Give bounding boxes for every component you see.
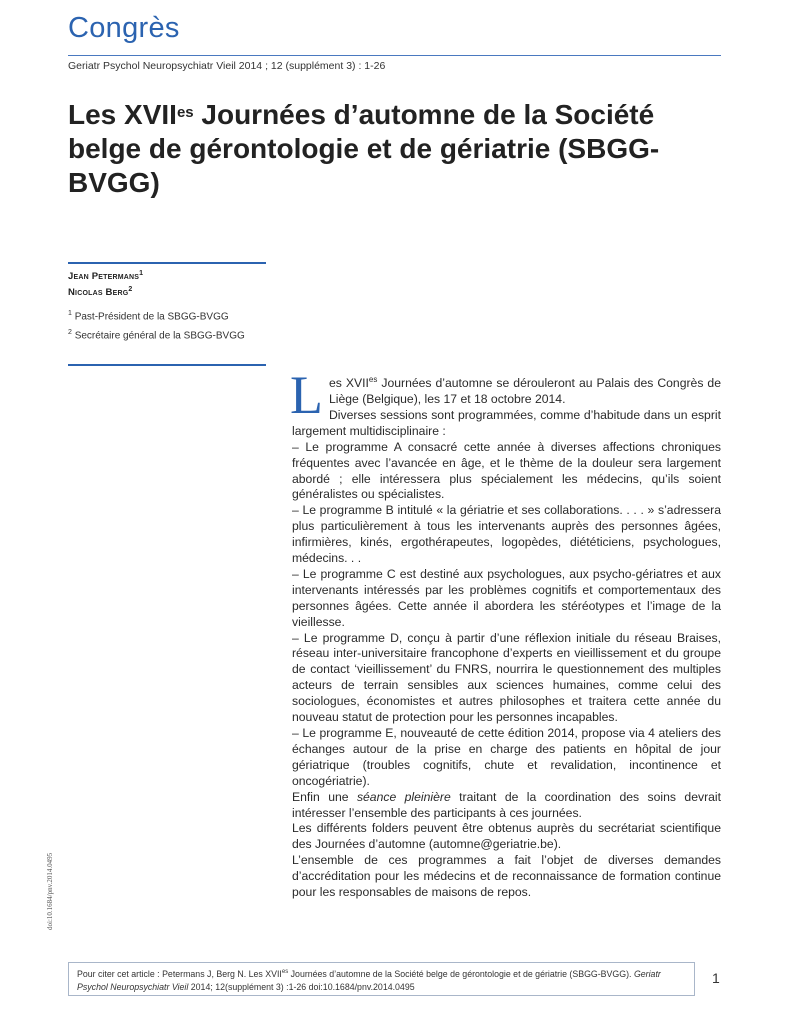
drop-cap: L — [290, 365, 323, 425]
affiliation-mark: 1 — [68, 310, 72, 317]
author-name: Nicolas Berg — [68, 287, 129, 299]
intro-text-b: Journées d’automne se dérouleront au Palais des Congrès de Liège (Belgique), les 17 et 18 octobre 2014. — [329, 376, 721, 406]
side-doi: doi:10.1684/pnv.2014.0495 — [46, 852, 54, 930]
author-2 — [68, 283, 143, 299]
affiliations — [68, 306, 245, 345]
article-title — [68, 98, 728, 200]
author-1 — [68, 267, 143, 283]
title-part-2: Journées d’automne de la Société belge de gérontologie et de gériatrie (SBGG-BVGG) — [68, 99, 660, 198]
affiliation-mark: 2 — [68, 329, 72, 337]
affiliation-2 — [68, 325, 245, 344]
citation-box — [68, 962, 695, 996]
affiliation-text: Past-Président de la SBGG-BVGG — [74, 311, 229, 323]
header-rule — [68, 55, 721, 56]
paragraph: – Le programme E, nouveauté de cette édition 2014, propose via 4 ateliers des échanges autour de la prise en charge des patients en hôpital de jour gériatrique (troubles cognitifs, chute et revalidation, incontinence et oncogériatrie). — [292, 726, 721, 788]
paragraph: Les différents folders peuvent être obtenus auprès du secrétariat scientifique des Journées d’automne (automne@geriatrie.be). — [292, 821, 721, 852]
author-mark: 2 — [128, 286, 133, 294]
intro-superscript: es — [368, 375, 378, 384]
text: traitant de la coordination des soins devrait intéresser l’ensemble des participants à ces journées. — [292, 789, 721, 820]
affiliation-text: Secrétaire général de la SBGG-BVGG — [74, 330, 245, 342]
author-mark: 1 — [139, 270, 144, 277]
authors-bottom-rule — [68, 364, 266, 366]
section-label: Congrès — [68, 12, 180, 44]
title-superscript: es — [176, 104, 194, 121]
citation-text: Pour citer cet article : Petermans J, Berg N. Les XVII — [77, 968, 282, 979]
intro-text-a: es XVII — [329, 376, 369, 391]
paragraph: L’ensemble de ces programmes a fait l’objet de diverses demandes d’accréditation pour les médecins et de reconnaissance de formation continue pour les responsables de maisons de repos. — [292, 853, 721, 900]
text: Enfin une — [292, 789, 357, 804]
paragraph: – Le programme A consacré cette année à diverses affections chroniques fréquentes avec l’avancée en âge, et le thème de la douleur sera largement abordé ; elle intéressera plus spécialement les médecins, qu’ils soient généralistes ou spécialistes. — [292, 439, 721, 502]
affiliation-1 — [68, 306, 245, 325]
paragraph: Diverses sessions sont programmées, comme d’habitude dans un esprit largement multidisciplinaire : — [292, 407, 721, 438]
title-part-1: Les XVII — [68, 99, 177, 130]
citation-text: 2014; 12(supplément 3) :1-26 doi:10.1684/pnv.2014.0495 — [188, 981, 415, 992]
paragraph — [292, 790, 721, 822]
citation-journal: Geriatr Psychol Neuropsychiatr Vieil — [77, 968, 661, 992]
paragraph: – Le programme B intitulé « la gériatrie et ses collaborations. . . . » s’adressera plus particulièrement à tous les intervenants auprès des personnes âgées, infirmières, kinés, ergothérapeutes, logopèdes, diététiciens, psychologues, médecins. . . — [292, 503, 721, 566]
emphasis: séance pleinière — [356, 789, 451, 804]
citation-superscript: es — [281, 969, 289, 975]
citation-text: Journées d’automne de la Société belge de gérontologie et de gériatrie (SBGG-BVGG). — [288, 968, 634, 979]
authors-top-rule — [68, 262, 266, 264]
journal-reference: Geriatr Psychol Neuropsychiatr Vieil 2014 ; 12 (supplément 3) : 1-26 — [68, 60, 386, 72]
article-body — [290, 365, 721, 901]
author-list — [68, 267, 143, 299]
author-name: Jean Petermans — [68, 271, 140, 283]
paragraph: – Le programme C est destiné aux psychologues, aux psycho-gériatres et aux intervenants intéressés par les problèmes cognitifs et comportementaux des personnes âgées. Cette année il abordera les stéréotypes et l’image de la vieillesse. — [292, 566, 721, 629]
paragraph: – Le programme D, conçu à partir d’une réflexion initiale du réseau Braises, réseau inter-universitaire francophone d’experts en vieillissement et du groupe de contact ‘vieillissement’ du FNRS, nourrira le questionnement des multiples acteurs de terrain sensibles aux sciences humaines, comme celui des sociologues, économistes et autres philosophes et traitera cette année du nouveau statut de protection pour les personnes incapables. — [292, 630, 721, 725]
page-number: 1 — [712, 970, 720, 986]
